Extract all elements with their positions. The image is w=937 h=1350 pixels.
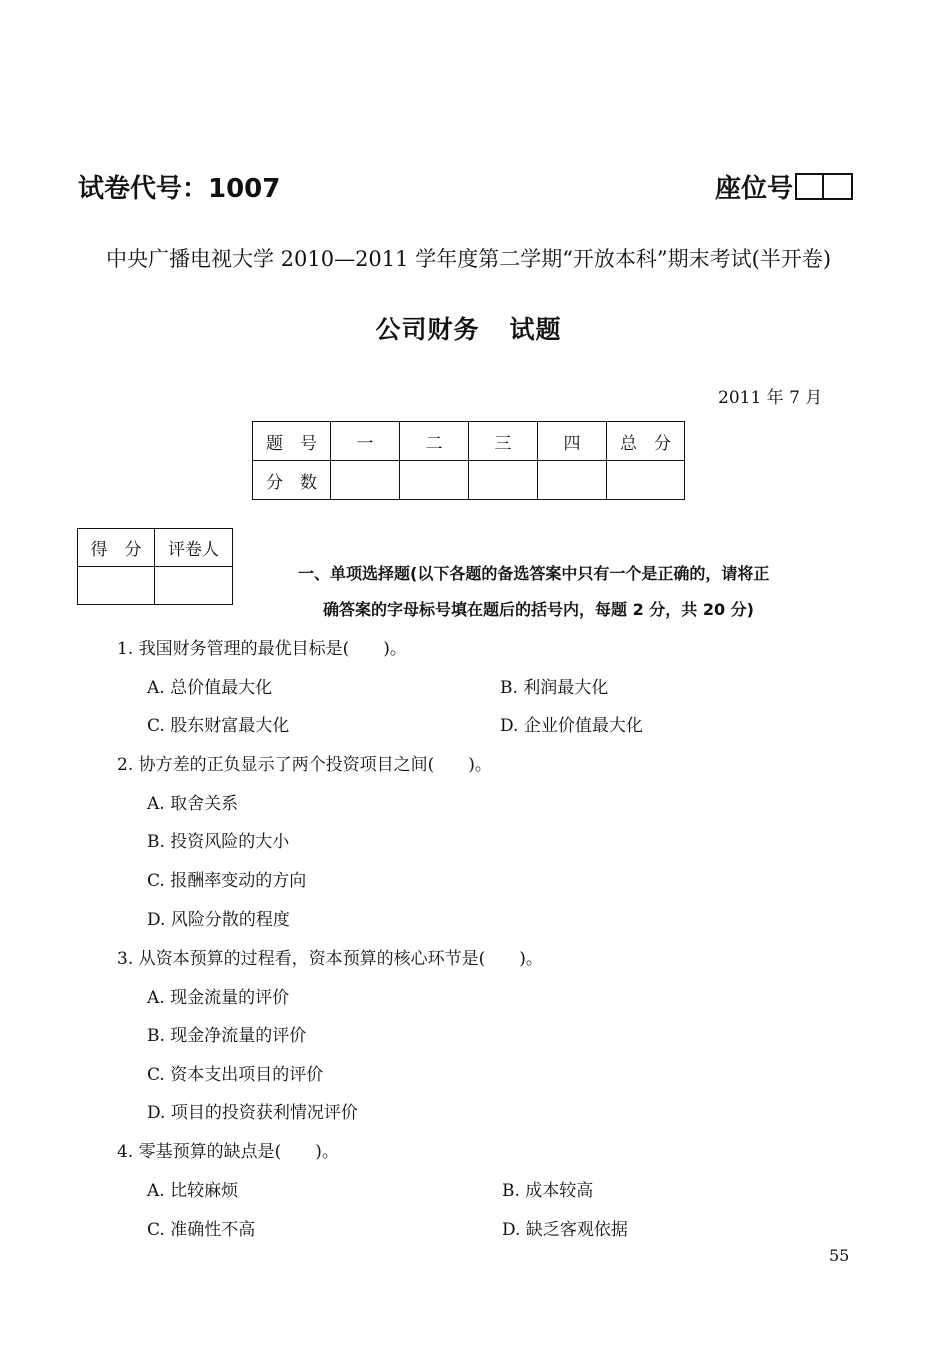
grader-table	[77, 528, 233, 605]
seat-boxes[interactable]	[795, 173, 853, 200]
score-cell-blank[interactable]	[331, 461, 400, 500]
grader-name-label: 评卷人	[155, 529, 233, 567]
score-cell-header: 二	[400, 422, 469, 461]
section-heading	[298, 556, 868, 628]
score-cell-label: 分 数	[253, 461, 331, 500]
question-option: D. 企业价值最大化	[500, 716, 643, 736]
seat-label: 座位号	[715, 174, 794, 204]
score-cell-header: 四	[538, 422, 607, 461]
section-heading-line1: 一、单项选择题(以下各题的备选答案中只有一个是正确的，请将正	[298, 564, 770, 583]
grader-score-blank[interactable]	[78, 567, 155, 605]
question-option: A. 比较麻烦	[147, 1181, 239, 1201]
score-cell-header: 总 分	[607, 422, 685, 461]
grader-score-label: 得 分	[78, 529, 155, 567]
exam-date: 2011 年 7 月	[718, 388, 823, 408]
score-cell-header: 三	[469, 422, 538, 461]
subject-suffix: 试题	[509, 315, 562, 344]
question-option: C. 资本支出项目的评价	[147, 1065, 324, 1085]
subject-name: 公司财务	[375, 315, 480, 344]
score-cell-blank[interactable]	[538, 461, 607, 500]
question-option: C. 报酬率变动的方向	[147, 871, 307, 891]
score-cell-label: 题 号	[253, 422, 331, 461]
question-option: B. 利润最大化	[500, 678, 609, 698]
question-option: A. 取舍关系	[147, 794, 239, 814]
seat-number	[715, 168, 853, 205]
question-option: A. 现金流量的评价	[147, 988, 290, 1008]
score-cell-blank[interactable]	[607, 461, 685, 500]
question-option: C. 准确性不高	[147, 1220, 256, 1240]
question-option: B. 投资风险的大小	[147, 832, 290, 852]
question-option: C. 股东财富最大化	[147, 716, 290, 736]
score-cell-blank[interactable]	[400, 461, 469, 500]
seat-box[interactable]	[795, 173, 824, 200]
question-option: B. 成本较高	[502, 1181, 594, 1201]
paper-code: 试卷代号：1007	[78, 174, 281, 204]
question-option: A. 总价值最大化	[147, 678, 273, 698]
section-heading-line2: 确答案的字母标号填在题后的括号内，每题 2 分，共 20 分)	[323, 600, 754, 619]
question-option: D. 风险分散的程度	[147, 910, 290, 930]
exam-title: 中央广播电视大学 2010—2011 学年度第二学期“开放本科”期末考试(半开卷)	[105, 247, 832, 271]
score-cell-header: 一	[331, 422, 400, 461]
question-stem: 1. 我国财务管理的最优目标是( )。	[117, 639, 407, 659]
question-option: B. 现金净流量的评价	[147, 1026, 307, 1046]
question-option: D. 缺乏客观依据	[502, 1220, 628, 1240]
score-table-header-row	[253, 422, 685, 461]
score-table-score-row	[253, 461, 685, 500]
score-cell-blank[interactable]	[469, 461, 538, 500]
question-stem: 4. 零基预算的缺点是( )。	[117, 1142, 339, 1162]
question-stem: 3. 从资本预算的过程看，资本预算的核心环节是( )。	[117, 949, 543, 969]
seat-box[interactable]	[824, 173, 853, 200]
page-number: 55	[829, 1246, 850, 1265]
grader-name-blank[interactable]	[155, 567, 233, 605]
subject-title	[0, 310, 937, 346]
question-option: D. 项目的投资获利情况评价	[147, 1103, 358, 1123]
question-stem: 2. 协方差的正负显示了两个投资项目之间( )。	[117, 755, 492, 775]
score-table	[252, 421, 685, 500]
